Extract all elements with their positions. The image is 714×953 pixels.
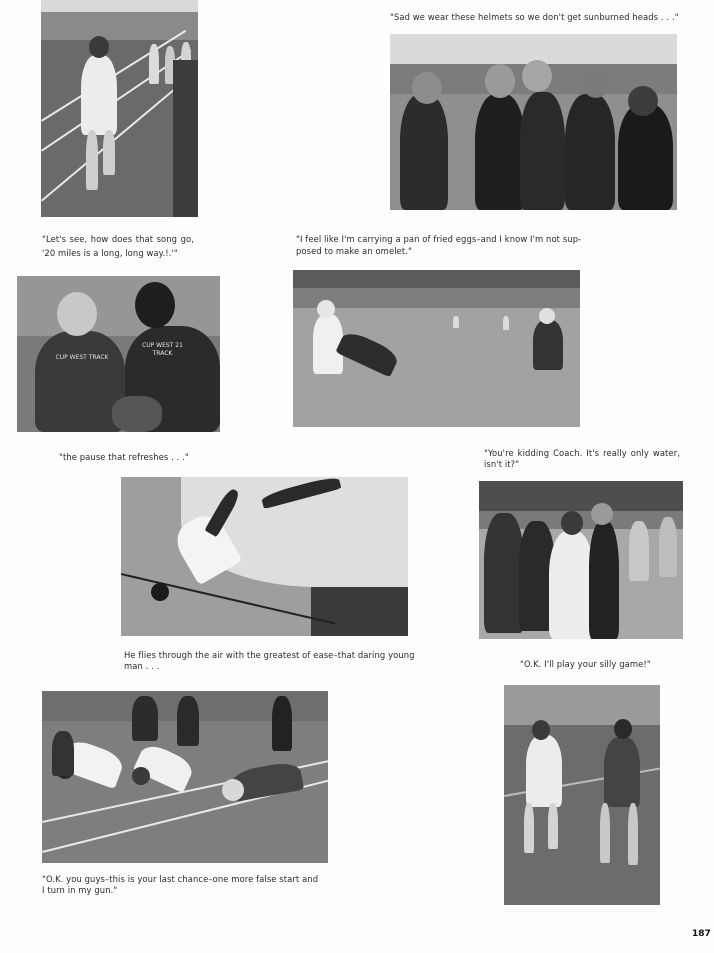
- sweatshirt-text-left: CUP WEST TRACK: [55, 354, 109, 361]
- caption-coach-line-1: "You're kidding Coach. It's really only water,: [484, 448, 680, 458]
- caption-silly-game: "O.K. I'll play your silly game!": [520, 659, 651, 669]
- page-number: 187: [692, 929, 711, 939]
- caption-song-line-1: "Let's see, how does that song go,: [42, 234, 194, 244]
- photo-high-jump: [121, 477, 408, 636]
- caption-coach-line-2: isn't it?": [484, 459, 520, 469]
- photo-runner-track: [41, 0, 198, 217]
- photo-distance-runners: [504, 685, 660, 905]
- photo-football-helmets: [390, 34, 677, 210]
- caption-flies-line-1: He flies through the air with the greatest of ease–that daring young: [124, 650, 415, 660]
- caption-false-start-line-2: I turn in my gun.": [42, 885, 118, 895]
- photo-coach-water: [479, 481, 683, 639]
- photo-football-field-play: [293, 270, 580, 427]
- caption-pause: "the pause that refreshes . . .": [59, 452, 189, 462]
- caption-eggs-line-1: "I feel like I'm carrying a pan of fried eggs–and I know I'm not sup-: [296, 234, 582, 244]
- caption-flies-line-2: man . . .: [124, 661, 160, 671]
- photo-false-start: [42, 691, 328, 863]
- caption-false-start-line-1: "O.K. you guys–this is your last chance–one more false start and: [42, 874, 319, 884]
- caption-song-line-2: '20 miles is a long, long way.!.'": [42, 248, 178, 258]
- caption-eggs-line-2: posed to make an omelet.": [296, 246, 412, 256]
- photo-two-runners-sweatshirts: [17, 276, 220, 432]
- sweatshirt-text-right: CUP WEST 21 TRACK: [142, 342, 183, 357]
- caption-helmets: "Sad we wear these helmets so we don't get sunburned heads . . .": [390, 12, 679, 22]
